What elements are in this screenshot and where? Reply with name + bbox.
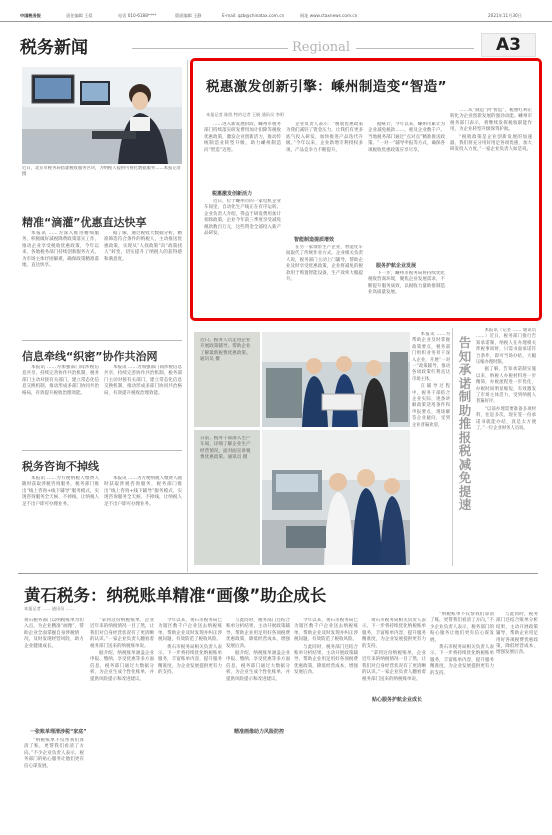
paragraph: 与此同时，税务部门还结合账单分析结果，主动开展政策辅导，帮助企业用足用好各项税费优惠政策，降低经营成本，增强发展后劲。 <box>226 618 290 649</box>
paragraph: 近日，位于嵊州市的一家电机企业车间里，自动化生产线正在有序运转。企业负责人介绍，得益于研发费用加计扣除政策，企业今年前三季度享受减免税款数百万元，这些资金全部投入新产品研发。 <box>204 199 281 237</box>
paragraph: ……进入新发展阶段，嵊州市税务部门持续落实研发费用加计扣除等税收优惠政策，激发企业创新活力，推动传统制造业转型升级，助力嵊州制造向“智造”迈进。 <box>204 122 281 153</box>
page-editor: 版面编辑 王静 <box>175 13 202 18</box>
photo-factory-image <box>262 430 410 565</box>
bottom-col7 <box>430 612 494 823</box>
bottom-col5 <box>294 618 358 823</box>
photo-caption-box-2 <box>194 430 260 565</box>
bottom-subhead-1: 一张账单理清涉税“家底” <box>30 729 87 735</box>
paragraph: 本报讯（记者 …… 通讯员 ……）近日，税务部门推行告知承诺制，纳税人在办理相关涉税事项时，只需书面承诺符合条件，即可当场办结，大幅压缩办理时限。 <box>476 328 536 366</box>
bottom-col3 <box>158 618 222 823</box>
column-rule <box>187 60 188 572</box>
feature-subhead-1: 税惠激发创新活力 <box>212 191 253 197</box>
bottom-col8 <box>496 612 538 823</box>
website: 网址 www.ctaxnews.com.cn <box>300 13 358 18</box>
bottom-col1b <box>24 738 84 823</box>
paragraph: 在另一家领带生产企业，智能化车间取代了传统作业方式。企业相关负责人说，税务部门主动上门辅导，帮助企业及时享受优惠政策，企业将减免的税款用于购置智能设备，生产效率大幅提升。 <box>286 245 363 283</box>
headline-precision-drip: 精准“滴灌”优惠直达快享 <box>22 216 147 229</box>
paragraph: 今年以来，黄石市税务局已为辖区数千户企业送去纳税账单，帮助企业及时发现并纠正涉税问题，有效防范了税收风险。 <box>158 618 222 643</box>
paragraph: 据统计，今年以来，嵊州市累计为企业减免税款……，惠及企业数千户。当地税务部门通过“点对点”精准推送政策、“一对一”辅导申报等方式，确保各项税收优惠政策应享尽享。 <box>368 122 445 153</box>
column-rule <box>452 328 453 566</box>
paragraph: 据了解，通过税收大数据分析，精准筛选符合条件的纳税人，主动推送优惠政策，实现从“人找政策”向“政策找人”转变，切实提升了纳税人的获得感和满意度。 <box>104 231 182 262</box>
feature-byline: 本报记者 陈凯 特约记者 王晓 通讯员 李明 <box>206 112 284 117</box>
paragraph: ……从“制造”到“智造”，税惠红利正转化为企业创新发展的强劲动能。嵊州市税务部门表示，将继续发挥税收职能作用，为企业转型升级保驾护航。 <box>450 108 532 133</box>
photo-caption-2: 日前，税务干部深入生产车间，详细了解企业生产经营情况，面对面宣讲税费优惠政策。通讯员 摄 <box>200 436 251 461</box>
paragraph: 黄石市税务局相关负责人表示，下一步将持续优化纳税账单服务，丰富账单内容，提升服务精准度，为企业发展提供更有力的支持。 <box>430 645 494 676</box>
bottom-intro: 黄石税务部门以纳税账单为切入点，为企业精准“画像”，帮助企业全面掌握自身涉税情况，及时发现经营风险，助力企业健康成长。 <box>24 618 84 649</box>
paragraph: 本报讯 ……为加强部门间涉税信息共享，持续完善协作共治机制，税务部门主动对接有关部门，建立常态化信息交换机制，推动形成多部门协同共治格局，有效提升税收治理效能。 <box>104 365 182 396</box>
photo-caption-1: 近日，税务人员走进企业开展政策辅导，帮助企业了解最新税费优惠政策。 通讯员 摄 <box>200 338 251 363</box>
bottom-col6 <box>362 618 426 823</box>
bottom-byline: 本报记者 …… 通讯员 …… <box>24 606 75 611</box>
article-precision-col1 <box>22 231 99 331</box>
article-info-col2 <box>104 365 182 445</box>
bottom-col2 <box>90 618 154 823</box>
paragraph: 在辅导过程中，税务干部结合企业实际，逐条讲解政策适用条件和申报要点，现场解答企业疑问，受到企业普遍欢迎。 <box>412 384 450 428</box>
paragraph: 本报讯 ……为方便纳税人缴费人随时获取涉税咨询服务，税务部门推出“线上咨询+线下辅导”服务模式，实现咨询服务全天候、不掉线，让纳税人足不出户即可办理业务。 <box>22 476 99 507</box>
paragraph: 据介绍，纳税账单涵盖企业申报、缴纳、享受优惠等多方面信息，税务部门通过大数据分析，为企业生成个性化账单，并提供风险提示和改进建议。 <box>226 651 290 682</box>
right-article <box>476 328 536 566</box>
bottom-subhead-2: 精准画像助力风险防控 <box>234 729 285 735</box>
bottom-subhead-3: 贴心服务护航企业成长 <box>372 697 423 703</box>
section-title: 税务新闻 <box>20 38 88 58</box>
article-consult-col1 <box>22 476 99 572</box>
article-consult-col2 <box>104 476 182 572</box>
highlight-box <box>190 58 542 321</box>
paragraph: 黄石市税务局相关负责人表示，下一步将持续优化纳税账单服务，丰富账单内容，提升服务精准度，为企业发展提供更有力的支持。 <box>362 618 426 649</box>
paragraph: 据介绍，纳税账单涵盖企业申报、缴纳、享受优惠等多方面信息，税务部门通过大数据分析，为企业生成个性化账单，并提供风险提示和改进建议。 <box>90 651 154 682</box>
divider <box>22 450 182 451</box>
paragraph: 本报讯 ……为加强部门间涉税信息共享，持续完善协作共治机制，税务部门主动对接有关部门，建立常态化信息交换机制，推动形成多部门协同共治格局，有效提升税收治理效能。 <box>22 365 99 396</box>
issue-date: 2021年11月30日 <box>488 13 522 18</box>
paragraph: “拿到这份纳税账单，企业近年来的纳税情况一目了然，让我们对自身经营状况有了更清晰的认识。”一家企业负责人翻看着税务部门送来的纳税账单说。 <box>90 618 154 649</box>
bottom-col4 <box>226 618 290 823</box>
photo-officers-image <box>262 332 410 427</box>
feature-subhead-2: 智能制造提质增效 <box>294 237 335 243</box>
paragraph: 黄石市税务局相关负责人表示，下一步将持续优化纳税账单服务，丰富账单内容，提升服务精准度，为企业发展提供更有力的支持。 <box>158 644 222 676</box>
paragraph: 本报讯 ……为深入推进精细服务，积极做好减税降费政策落实工作，推动企业享受税收优惠政策，今年以来，各地税务部门持续创新服务方式，为市场主体纾困解难，确保政策精准落地、直达快享。 <box>22 231 99 269</box>
bottom-headline: 黄石税务：纳税账单精准“画像”助企成长 <box>24 586 327 605</box>
article-precision-col2 <box>104 231 182 331</box>
photo-factory <box>262 430 410 565</box>
photo-caption-left: 近日，北京市税务局搭建税收服务区块，为纳税人提供可视化数据服务……本报记者 摄 <box>22 166 181 177</box>
paragraph: “纳税账单不仅帮我们算清了账，更帮我们看清了方向。”不少企业负责人表示，税务部门的贴心服务让他们更有信心谋发展。 <box>430 612 494 643</box>
paragraph: 今年以来，黄石市税务局已为辖区数千户企业送去纳税账单，帮助企业及时发现并纠正涉税问题，有效防范了税收风险。 <box>294 618 358 643</box>
paragraph: 与此同时，税务部门还结合账单分析结果，主动开展政策辅导，帮助企业用足用好各项税费优惠政策，降低经营成本，增强发展后劲。 <box>294 644 358 676</box>
paragraph: “以前办理需要准备多项材料，往返多次，现在签一份承诺书就能办结，真是太方便了。”一位企业财务人员说。 <box>476 406 536 432</box>
header-rule-left <box>132 48 288 49</box>
paragraph: “纳税账单不仅帮我们算清了账，更帮我们看清了方向。”不少企业负责人表示，税务部门的贴心服务让他们更有信心谋发展。 <box>24 738 84 769</box>
paragraph: 据了解，告知承诺制实施以来，纳税人办税材料进一步精简，办税流程进一步优化，办税时间明显缩短，有效激发了市场主体活力，受到纳税人普遍好评。 <box>476 367 536 405</box>
email: E-mail: qzb@chinatax.com.cn <box>222 13 285 18</box>
paragraph: 本报讯 ……为帮助企业及时掌握政策要点，税务部门组织业务骨干深入企业，开展“一对一”政策辅导，推动各项政策红利直达市场主体。 <box>412 332 450 382</box>
masthead <box>0 0 552 22</box>
photo-officers <box>262 332 410 427</box>
paragraph: “拿到这份纳税账单，企业近年来的纳税情况一目了然，让我们对自身经营状况有了更清晰的认识。”一家企业负责人翻看着税务部门送来的纳税账单说。 <box>362 651 426 682</box>
chief-editor: 责任编辑 王爱 <box>66 13 93 18</box>
section-region: Regional <box>292 40 351 55</box>
paragraph: 本报讯 ……为方便纳税人缴费人随时获取涉税咨询服务，税务部门推出“线上咨询+线下辅导”服务模式，实现咨询服务全天候、不掉线，让纳税人足不出户即可办理业务。 <box>104 476 182 507</box>
photo-office-scene <box>22 67 182 164</box>
paragraph: 下一步，嵊州市税务局将持续优化税收营商环境，聚焦企业发展需求，不断提升服务质效，以税收力量助推制造业高质量发展。 <box>368 271 445 296</box>
feature-subhead-3: 服务护航企业发展 <box>376 263 417 269</box>
article-info-col1 <box>22 365 99 445</box>
paper-name: 中国税务报 <box>20 13 41 18</box>
middle-article <box>412 332 450 566</box>
section-divider <box>18 573 538 574</box>
divider <box>22 340 182 341</box>
vertical-headline: 告知承诺制助推报税减免提速 <box>458 335 472 512</box>
paragraph: 与此同时，税务部门还结合账单分析结果，主动开展政策辅导，帮助企业用足用好各项税费优惠政策，降低经营成本，增强发展后劲。 <box>496 612 538 656</box>
feature-headline: 税惠激发创新引擎：嵊州制造变“智造” <box>206 79 447 95</box>
paragraph: “税收政策是企业创新发展的加速器，我们将充分用好用足各项优惠，加大研发投入力度。”一家企业负责人如是说。 <box>450 134 532 153</box>
photo-caption-box-1 <box>194 332 260 427</box>
headline-info-link: 信息牵线“织密”协作共治网 <box>22 350 158 363</box>
paragraph: 企业负责人表示：“税收优惠政策为我们减轻了资金压力，让我们有更多底气投入研发，加快推进产品迭代升级。”今年以来，企业新增专利授权多项，产品竞争力不断提升。 <box>286 122 363 153</box>
headline-consult-online: 税务咨询不掉线 <box>22 460 99 473</box>
editor-tel: 电话 010-6188**** <box>118 13 157 18</box>
header-rule-right <box>356 48 474 49</box>
photo-tax-service <box>22 67 182 164</box>
page-number: A3 <box>481 33 536 57</box>
